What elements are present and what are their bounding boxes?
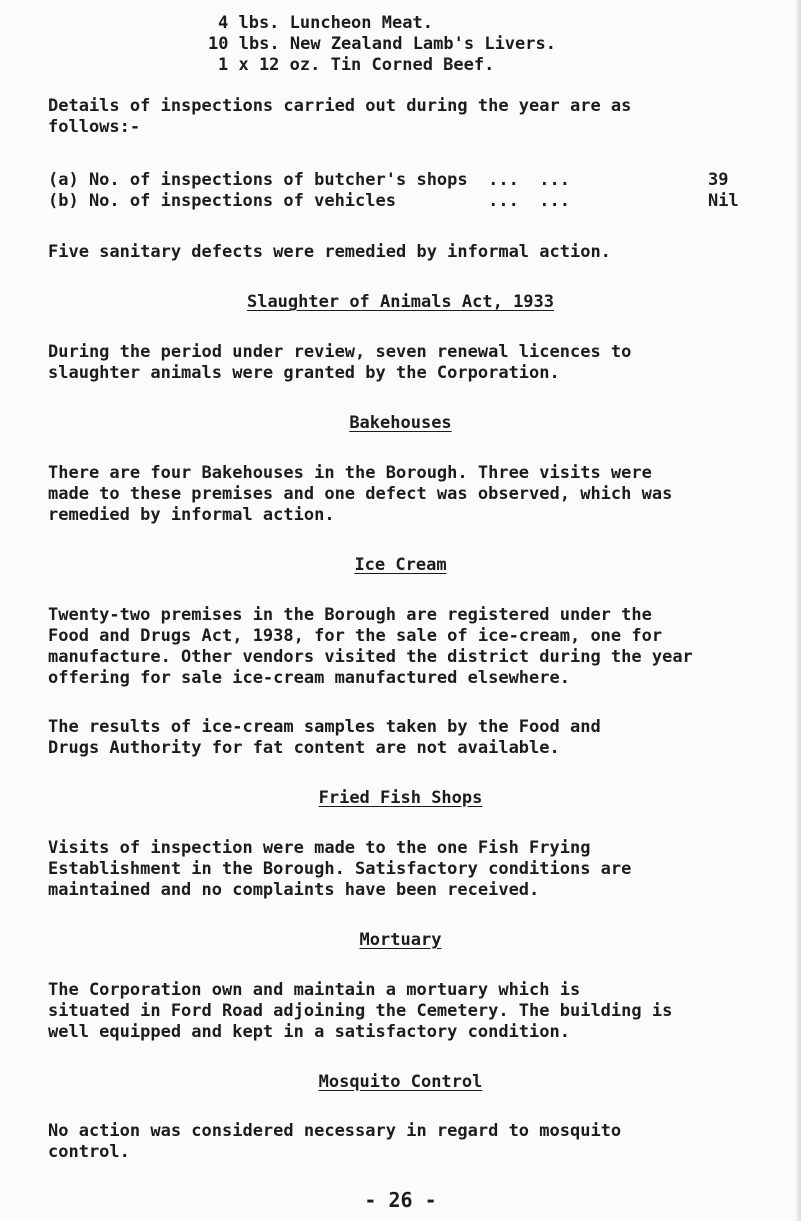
section-heading-slaughter: Slaughter of Animals Act, 1933 [246, 292, 555, 312]
inspection-item-label: (a) No. of inspections of butcher's shops ... ... [48, 170, 570, 190]
inspection-item-label: (b) No. of inspections of vehicles ... ... [48, 191, 570, 211]
paragraph-line: maintained and no complaints have been received. [48, 880, 540, 900]
inspection-item-value: Nil [708, 191, 739, 211]
inspection-item-value: 39 [708, 170, 729, 190]
paragraph-line: control. [48, 1142, 130, 1162]
paragraph-line: There are four Bakehouses in the Borough. Three visits were [48, 463, 652, 483]
paragraph-line: remedied by informal action. [48, 505, 335, 525]
paragraph-line: manufacture. Other vendors visited the district during the year [48, 647, 693, 667]
section-heading-fried-fish: Fried Fish Shops [318, 788, 483, 808]
paragraph-line: Twenty-two premises in the Borough are registered under the [48, 605, 652, 625]
inspections-intro: follows:- [48, 117, 141, 137]
paragraph-line: offering for sale ice-cream manufactured elsewhere. [48, 668, 570, 688]
food-item-line: 4 lbs. Luncheon Meat. [218, 13, 433, 33]
section-heading-ice-cream: Ice Cream [354, 555, 447, 575]
section-heading-mosquito: Mosquito Control [318, 1072, 483, 1092]
inspections-intro: Details of inspections carried out during the year are as [48, 96, 632, 116]
paragraph-line: slaughter animals were granted by the Corporation. [48, 363, 560, 383]
sanitary-text: Five sanitary defects were remedied by informal action. [48, 242, 611, 262]
paragraph-line: Drugs Authority for fat content are not available. [48, 738, 560, 758]
paragraph-line: situated in Ford Road adjoining the Cemetery. The building is [48, 1001, 673, 1021]
paragraph-line: No action was considered necessary in regard to mosquito [48, 1121, 622, 1141]
paragraph-line: Visits of inspection were made to the one Fish Frying [48, 838, 591, 858]
paragraph-line: well equipped and kept in a satisfactory condition. [48, 1022, 570, 1042]
paragraph-line: made to these premises and one defect was observed, which was [48, 484, 673, 504]
section-heading-bakehouses: Bakehouses [349, 413, 452, 433]
paragraph-line: The Corporation own and maintain a mortuary which is [48, 980, 581, 1000]
food-item-line: 10 lbs. New Zealand Lamb's Livers. [208, 34, 556, 54]
page-number: - 26 - [364, 1188, 437, 1212]
food-item-line: 1 x 12 oz. Tin Corned Beef. [218, 55, 495, 75]
page-edge-shadow [795, 0, 801, 1221]
section-heading-mortuary: Mortuary [359, 930, 442, 950]
paragraph-line: Establishment in the Borough. Satisfactory conditions are [48, 859, 632, 879]
paragraph-line: During the period under review, seven renewal licences to [48, 342, 632, 362]
paragraph-line: Food and Drugs Act, 1938, for the sale of ice-cream, one for [48, 626, 663, 646]
paragraph-line: The results of ice-cream samples taken by the Food and [48, 717, 601, 737]
